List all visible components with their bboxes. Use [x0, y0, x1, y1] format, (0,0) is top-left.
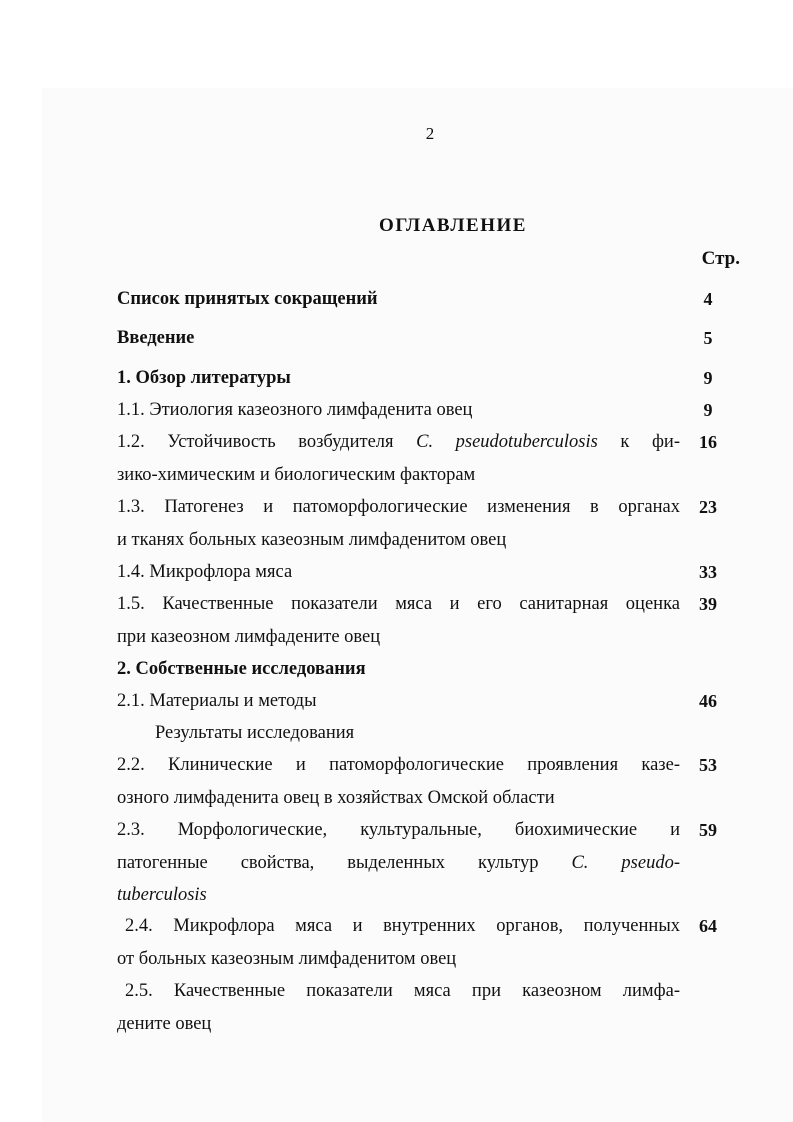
toc-entry-2-2[interactable]	[117, 749, 680, 814]
entry-text-line-2: при казеозном лимфадените овец	[117, 626, 381, 647]
entry-page-number: 46	[699, 691, 717, 711]
entry-page-number: 4	[703, 289, 713, 309]
entry-text: 1. Обзор литературы	[117, 368, 291, 388]
entry-page-number: 53	[699, 755, 717, 775]
entry-text-line-1: 2.3. Морфологические, культуральные, биохимические и	[117, 820, 680, 840]
toc-entry-2-5[interactable]	[117, 975, 680, 1040]
page-number: 2	[425, 124, 435, 143]
toc-entry-chapter-1[interactable]	[117, 362, 680, 395]
entry-text-line-2: дените овец	[117, 1013, 212, 1034]
entry-text: 1.1. Этиология казеозного лимфаденита овец	[117, 400, 473, 420]
toc-entry-1-1[interactable]	[117, 394, 680, 427]
entry-text: 1.4. Микрофлора мяса	[117, 562, 293, 582]
entry-text-line-2: и тканях больных казеозным лимфаденитом овец	[117, 529, 507, 550]
entry-page-number: 23	[699, 497, 717, 517]
toc-entry-introduction[interactable]	[117, 322, 680, 355]
entry-text: Результаты исследования	[155, 723, 355, 743]
toc-entry-1-4[interactable]	[117, 556, 680, 589]
entry-page-number: 59	[699, 820, 717, 840]
toc-entry-2-4[interactable]	[117, 910, 680, 975]
entry-text-line-1: 2.2. Клинические и патоморфологические проявления казе-	[117, 755, 680, 775]
toc-entry-1-2[interactable]	[117, 426, 680, 491]
entry-page-number: 33	[699, 562, 717, 582]
entry-page-number: 16	[699, 432, 717, 452]
toc-title: ОГЛАВЛЕНИЕ	[379, 215, 527, 236]
entry-text: Введение	[117, 328, 195, 348]
toc-entry-1-3[interactable]	[117, 491, 680, 556]
toc-entry-2-3[interactable]	[117, 814, 680, 912]
scan-margin-top	[0, 0, 793, 88]
entry-text-line-2: зико-химическим и биологическим факторам	[117, 464, 476, 485]
entry-text-line-1: 1.2. Устойчивость возбудителя C. pseudotuberculosis к фи-	[117, 432, 680, 452]
entry-text-line-1: 2.4. Микрофлора мяса и внутренних органов, полученных	[125, 916, 680, 936]
toc-entry-results[interactable]	[155, 717, 718, 750]
scan-margin-left	[0, 88, 42, 1122]
entry-page-number: 9	[703, 368, 713, 388]
entry-text-line-1: 1.3. Патогенез и патоморфологические изменения в органах	[117, 497, 680, 517]
toc-entry-1-5[interactable]	[117, 588, 680, 653]
entry-page-number: 5	[703, 328, 713, 348]
entry-text-line-1: 2.5. Качественные показатели мяса при казеозном лимфа-	[125, 981, 680, 1001]
toc-entry-abbreviations[interactable]	[117, 283, 680, 316]
entry-text-line-1: 1.5. Качественные показатели мяса и его санитарная оценка	[117, 594, 680, 614]
entry-page-number: 64	[699, 916, 717, 936]
species-name: C. pseudotuberculosis	[416, 432, 598, 452]
toc-entry-2-1[interactable]	[117, 685, 680, 718]
toc-entry-chapter-2[interactable]	[117, 653, 680, 686]
species-name: C. pseudo-	[571, 852, 680, 873]
entry-text: Список принятых сокращений	[117, 289, 378, 309]
entry-text-line-2: озного лимфаденита овец в хозяйствах Омской области	[117, 787, 555, 808]
page-column-label: Стр.	[701, 248, 740, 269]
entry-text: 2. Собственные исследования	[117, 659, 366, 679]
entry-page-number: 39	[699, 594, 717, 614]
entry-page-number: 9	[703, 400, 713, 420]
entry-text: 2.1. Материалы и методы	[117, 691, 317, 711]
entry-text-line-3: tuberculosis	[117, 885, 207, 905]
entry-text-line-2: от больных казеозным лимфаденитом овец	[117, 948, 457, 969]
entry-text-line-2: патогенные свойства, выделенных культур C. pseudo-	[117, 852, 680, 873]
